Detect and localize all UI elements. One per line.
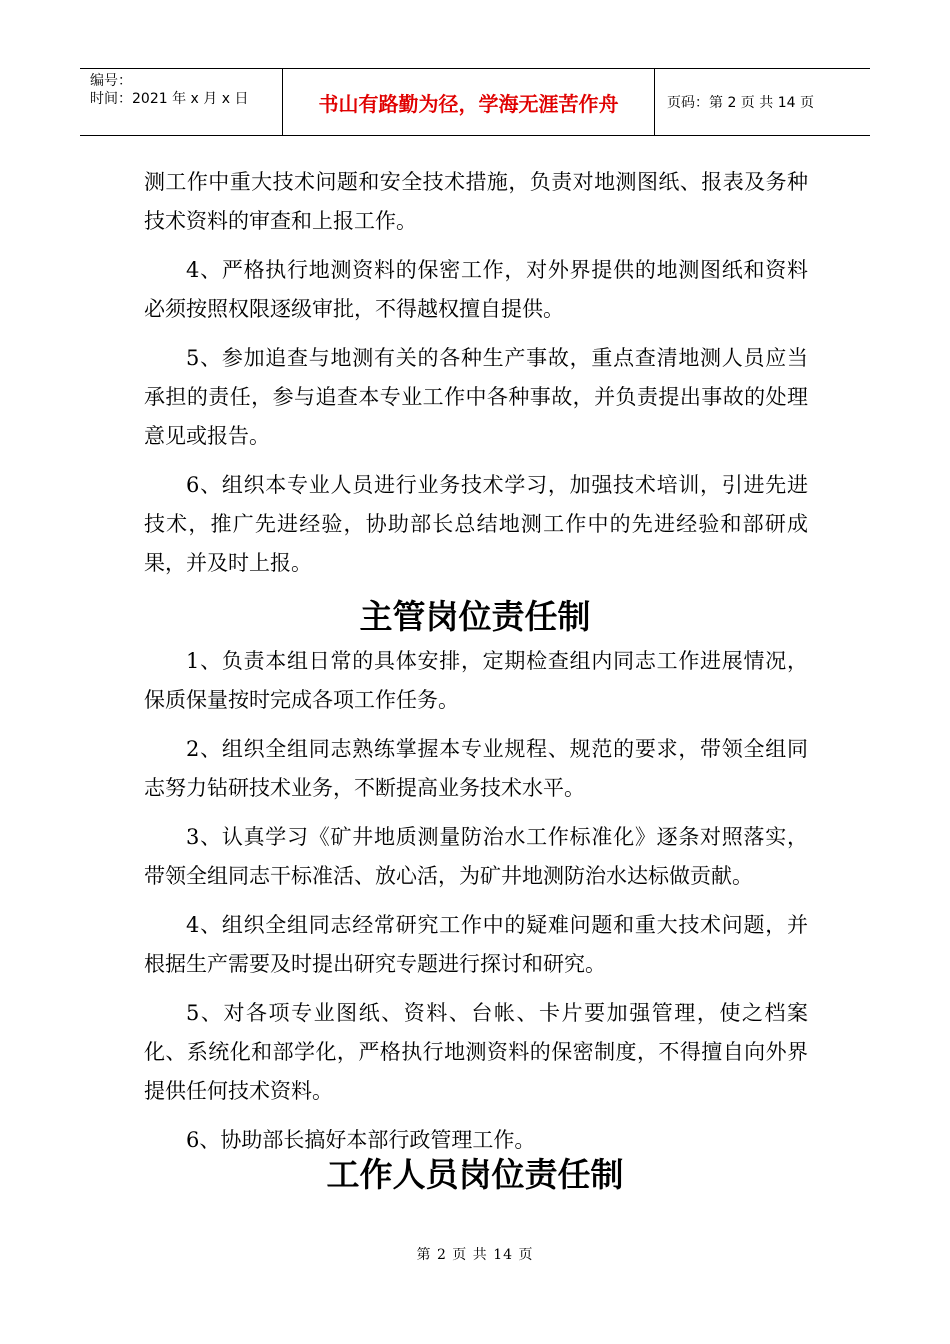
paragraph: 6、组织本专业人员进行业务技术学习，加强技术培训，引进先进技术，推广先进经验，协助部长总结地测工作中的先进经验和部研成果，并及时上报。 <box>144 473 808 575</box>
section-continued-duties <box>144 163 808 593</box>
header-meta <box>80 69 283 135</box>
section-heading-supervisor: 主管岗位责任制 <box>359 597 591 636</box>
paragraph: 5、对各项专业图纸、资料、台帐、卡片要加强管理，使之档案化、系统化和部学化，严格执行地测资料的保密制度，不得擅自向外界提供任何技术资料。 <box>144 1001 808 1103</box>
page-header <box>80 68 870 136</box>
header-page-info: 页码：第 2 页 共 14 页 <box>667 95 814 111</box>
paragraph: 6、协助部长搞好本部行政管理工作。 <box>186 1128 536 1152</box>
section-supervisor-duties <box>144 642 808 1170</box>
page-footer: 第 2 页 共 14 页 <box>416 1247 534 1263</box>
paragraph: 4、严格执行地测资料的保密工作，对外界提供的地测图纸和资料必须按照权限逐级审批，不得越权擅自提供。 <box>144 258 808 321</box>
doc-time-label: 时间：2021 年 x 月 x 日 <box>90 91 249 107</box>
section-heading-staff: 工作人员岗位责任制 <box>326 1155 624 1194</box>
paragraph: 4、组织全组同志经常研究工作中的疑难问题和重大技术问题，并根据生产需要及时提出研究专题进行探讨和研究。 <box>144 913 808 976</box>
doc-number-label: 编号： <box>90 73 132 89</box>
paragraph: 2、组织全组同志熟练掌握本专业规程、规范的要求，带领全组同志努力钻研技术业务，不断提高业务技术水平。 <box>144 737 808 800</box>
paragraph: 测工作中重大技术问题和安全技术措施，负责对地测图纸、报表及务种技术资料的审查和上报工作。 <box>144 170 808 233</box>
paragraph: 1、负责本组日常的具体安排，定期检查组内同志工作进展情况，保质保量按时完成各项工作任务。 <box>144 649 808 712</box>
paragraph: 5、参加追查与地测有关的各种生产事故，重点查清地测人员应当承担的责任，参与追查本专业工作中各种事故，并负责提出事故的处理意见或报告。 <box>144 346 808 448</box>
header-motto: 书山有路勤为径，学海无涯苦作舟 <box>283 69 655 135</box>
paragraph: 3、认真学习《矿井地质测量防治水工作标准化》逐条对照落实，带领全组同志干标准活、放心活，为矿井地测防治水达标做贡献。 <box>144 825 808 888</box>
